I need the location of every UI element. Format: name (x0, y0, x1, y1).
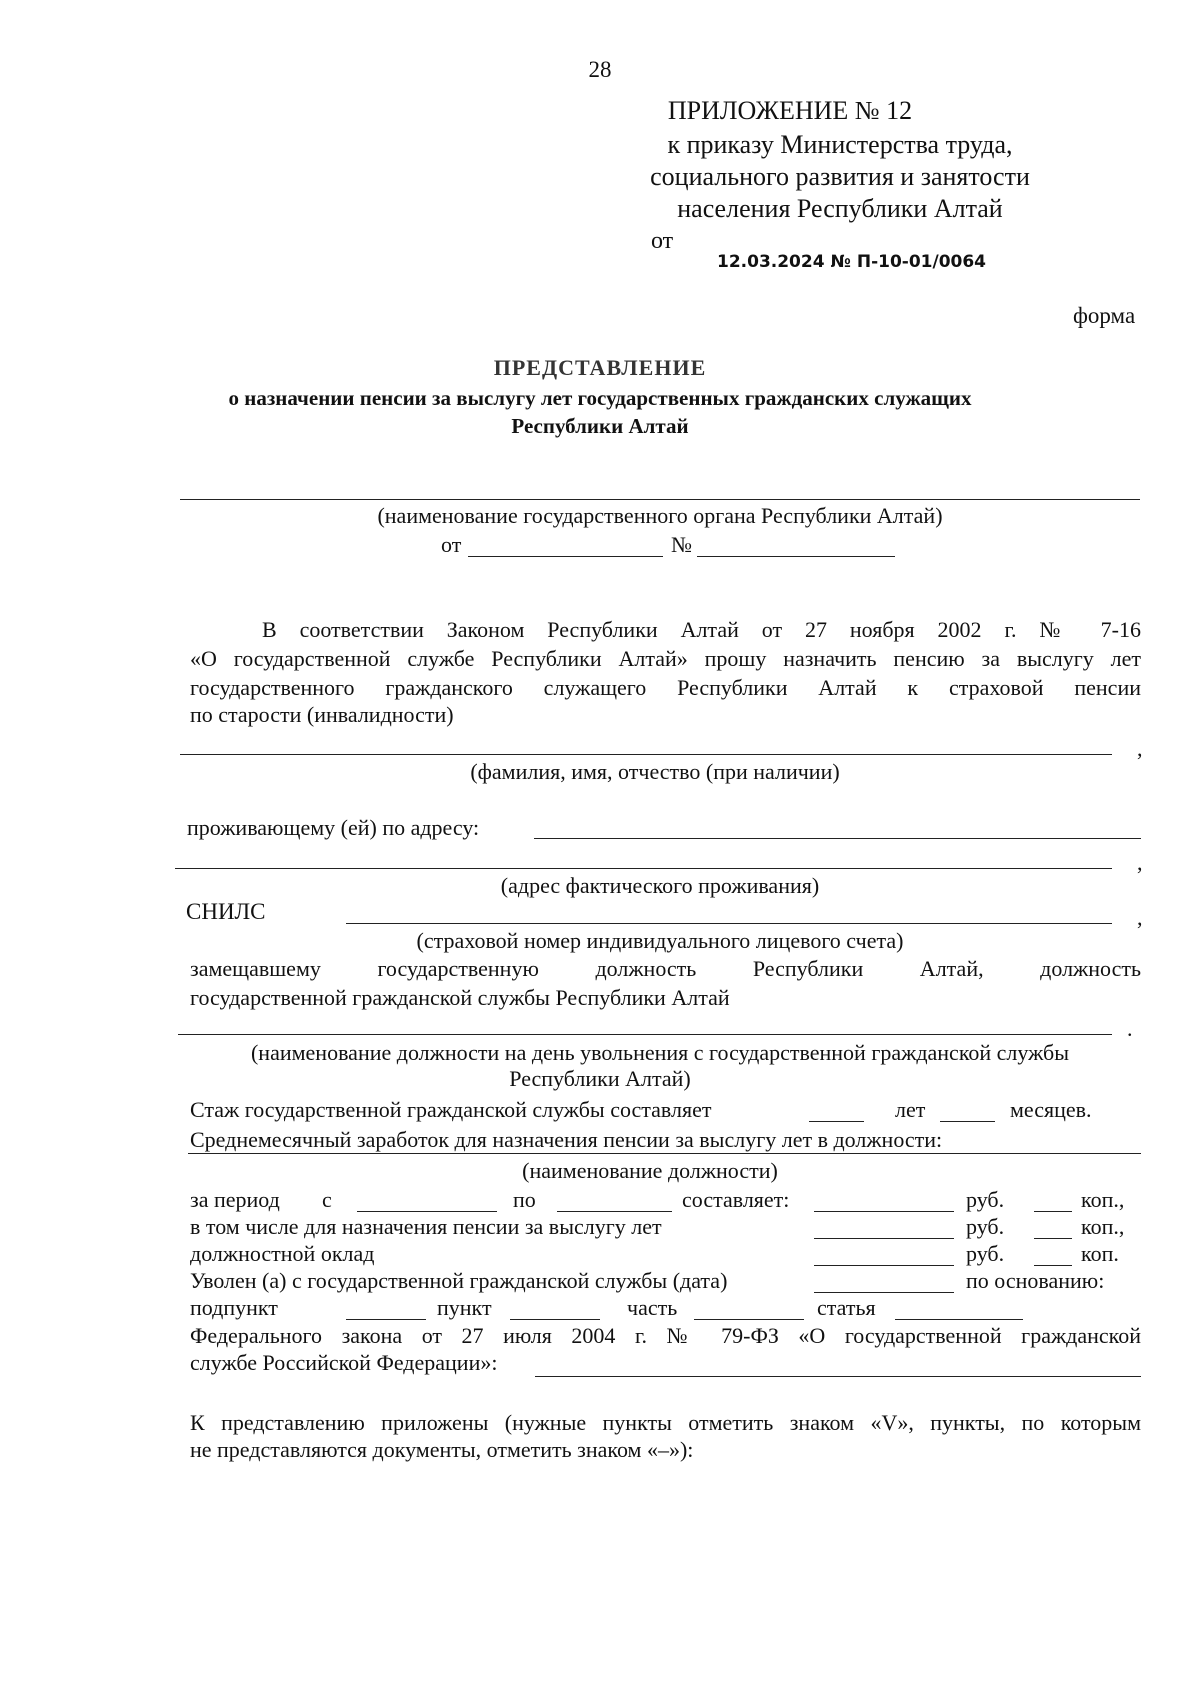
part-field[interactable] (694, 1319, 804, 1320)
address-caption: (адрес фактического проживания) (500, 873, 820, 898)
header-from-label: от (651, 228, 674, 254)
fio-comma: , (1137, 736, 1143, 761)
page-number: 28 (588, 57, 612, 82)
snils-label: СНИЛС (186, 899, 266, 924)
including-kop-field[interactable] (1034, 1238, 1072, 1239)
position-field[interactable] (178, 1034, 1112, 1035)
part-label: часть (627, 1295, 678, 1320)
position-line-2: государственной гражданской службы Республики Алтай (190, 985, 730, 1010)
subpoint-field[interactable] (346, 1319, 426, 1320)
period-rub-field[interactable] (814, 1211, 954, 1212)
dismissed-date-field[interactable] (814, 1292, 954, 1293)
document-title: ПРЕДСТАВЛЕНИЕ (493, 355, 707, 380)
earnings-label: Среднемесячный заработок для назначения пенсии за выслугу лет в должности: (190, 1127, 943, 1152)
earnings-position-field[interactable] (188, 1153, 1141, 1154)
stazh-years-label: лет (895, 1097, 926, 1122)
federal-law-line-1: Федерального закона от 27 июля 2004 г. № 79-ФЗ «О государственной гражданской (190, 1323, 1141, 1348)
federal-law-line-2: службе Российской Федерации»: (190, 1350, 498, 1375)
order-stamp-number: 12.03.2024 № П-10-01/0064 (717, 252, 987, 272)
address-comma: , (1137, 850, 1143, 875)
position-caption-line-2: Республики Алтай) (509, 1066, 691, 1091)
intro-line-1: В соответствии Законом Республики Алтай от 27 ноября 2002 г. № 7-16 (262, 617, 1141, 642)
dismissed-basis-label: по основанию: (966, 1268, 1105, 1293)
dismissed-label: Уволен (а) с государственной гражданской службы (дата) (190, 1268, 728, 1293)
period-from-field[interactable] (357, 1211, 497, 1212)
salary-label: должностной оклад (190, 1241, 375, 1266)
fio-caption: (фамилия, имя, отчество (при наличии) (470, 759, 840, 784)
appendix-title: ПРИЛОЖЕНИЕ № 12 (667, 96, 913, 125)
salary-rub-field[interactable] (814, 1265, 954, 1266)
article-label: статья (817, 1295, 876, 1320)
org-from-label: от (441, 532, 462, 557)
org-name-field[interactable] (180, 499, 1140, 500)
stazh-years-field[interactable] (809, 1121, 864, 1122)
header-line-1: к приказу Министерства труда, (667, 130, 1013, 159)
address-label: проживающему (ей) по адресу: (187, 815, 480, 840)
federal-law-field[interactable] (535, 1376, 1141, 1377)
org-number-label: № (671, 532, 692, 557)
stazh-months-field[interactable] (940, 1121, 995, 1122)
period-to-label: по (513, 1187, 536, 1212)
position-caption-line-1: (наименование должности на день увольнения с государственной гражданской службы (250, 1040, 1070, 1065)
form-label: форма (1073, 303, 1136, 328)
intro-line-2: «О государственной службе Республики Алтай» прошу назначить пенсию за выслугу лет (190, 646, 1141, 671)
stazh-months-label: месяцев. (1010, 1097, 1092, 1122)
snils-field[interactable] (346, 923, 1112, 924)
attachments-line-1: К представлению приложены (нужные пункты отметить знаком «V», пункты, по которым (190, 1410, 1141, 1435)
position-line-1: замещавшему государственную должность Республики Алтай, должность (190, 956, 1141, 981)
period-kop-label: коп., (1081, 1187, 1125, 1212)
period-to-field[interactable] (557, 1211, 672, 1212)
title-line-2: Республики Алтай (511, 414, 689, 438)
including-rub-field[interactable] (814, 1238, 954, 1239)
intro-line-3: государственного гражданского служащего Республики Алтай к страховой пенсии (190, 675, 1141, 700)
period-from-label: с (322, 1187, 332, 1212)
attachments-line-2: не представляются документы, отметить знаком «–»): (190, 1437, 694, 1462)
including-kop-label: коп., (1081, 1214, 1125, 1239)
fio-field[interactable] (180, 754, 1112, 755)
job-caption: (наименование должности) (522, 1158, 778, 1183)
period-kop-field[interactable] (1034, 1211, 1072, 1212)
period-rub-label: руб. (966, 1187, 1005, 1212)
org-name-caption: (наименование государственного органа Республики Алтай) (377, 503, 943, 528)
period-amount-label: составляет: (682, 1187, 790, 1212)
subpoint-label: подпункт (190, 1295, 278, 1320)
position-period: . (1127, 1016, 1133, 1041)
address-field-2[interactable] (175, 868, 1112, 869)
salary-kop-field[interactable] (1034, 1265, 1072, 1266)
point-label: пункт (437, 1295, 492, 1320)
org-number-field[interactable] (697, 556, 895, 557)
including-label: в том числе для назначения пенсии за выслугу лет (190, 1214, 662, 1239)
period-label: за период (190, 1187, 280, 1212)
point-field[interactable] (510, 1319, 600, 1320)
title-line-1: о назначении пенсии за выслугу лет государственных гражданских служащих (228, 386, 972, 410)
stazh-label: Стаж государственной гражданской службы составляет (190, 1097, 712, 1122)
address-field-1[interactable] (534, 838, 1141, 839)
intro-line-4: по старости (инвалидности) (190, 702, 454, 727)
salary-rub-label: руб. (966, 1241, 1005, 1266)
header-line-2: социального развития и занятости (650, 162, 1030, 191)
header-line-3: населения Республики Алтай (677, 194, 1003, 223)
article-field[interactable] (895, 1319, 1023, 1320)
salary-kop-label: коп. (1081, 1241, 1119, 1266)
snils-caption: (страховой номер индивидуального лицевого счета) (416, 928, 904, 953)
snils-comma: , (1137, 905, 1143, 930)
org-date-field[interactable] (468, 556, 663, 557)
including-rub-label: руб. (966, 1214, 1005, 1239)
